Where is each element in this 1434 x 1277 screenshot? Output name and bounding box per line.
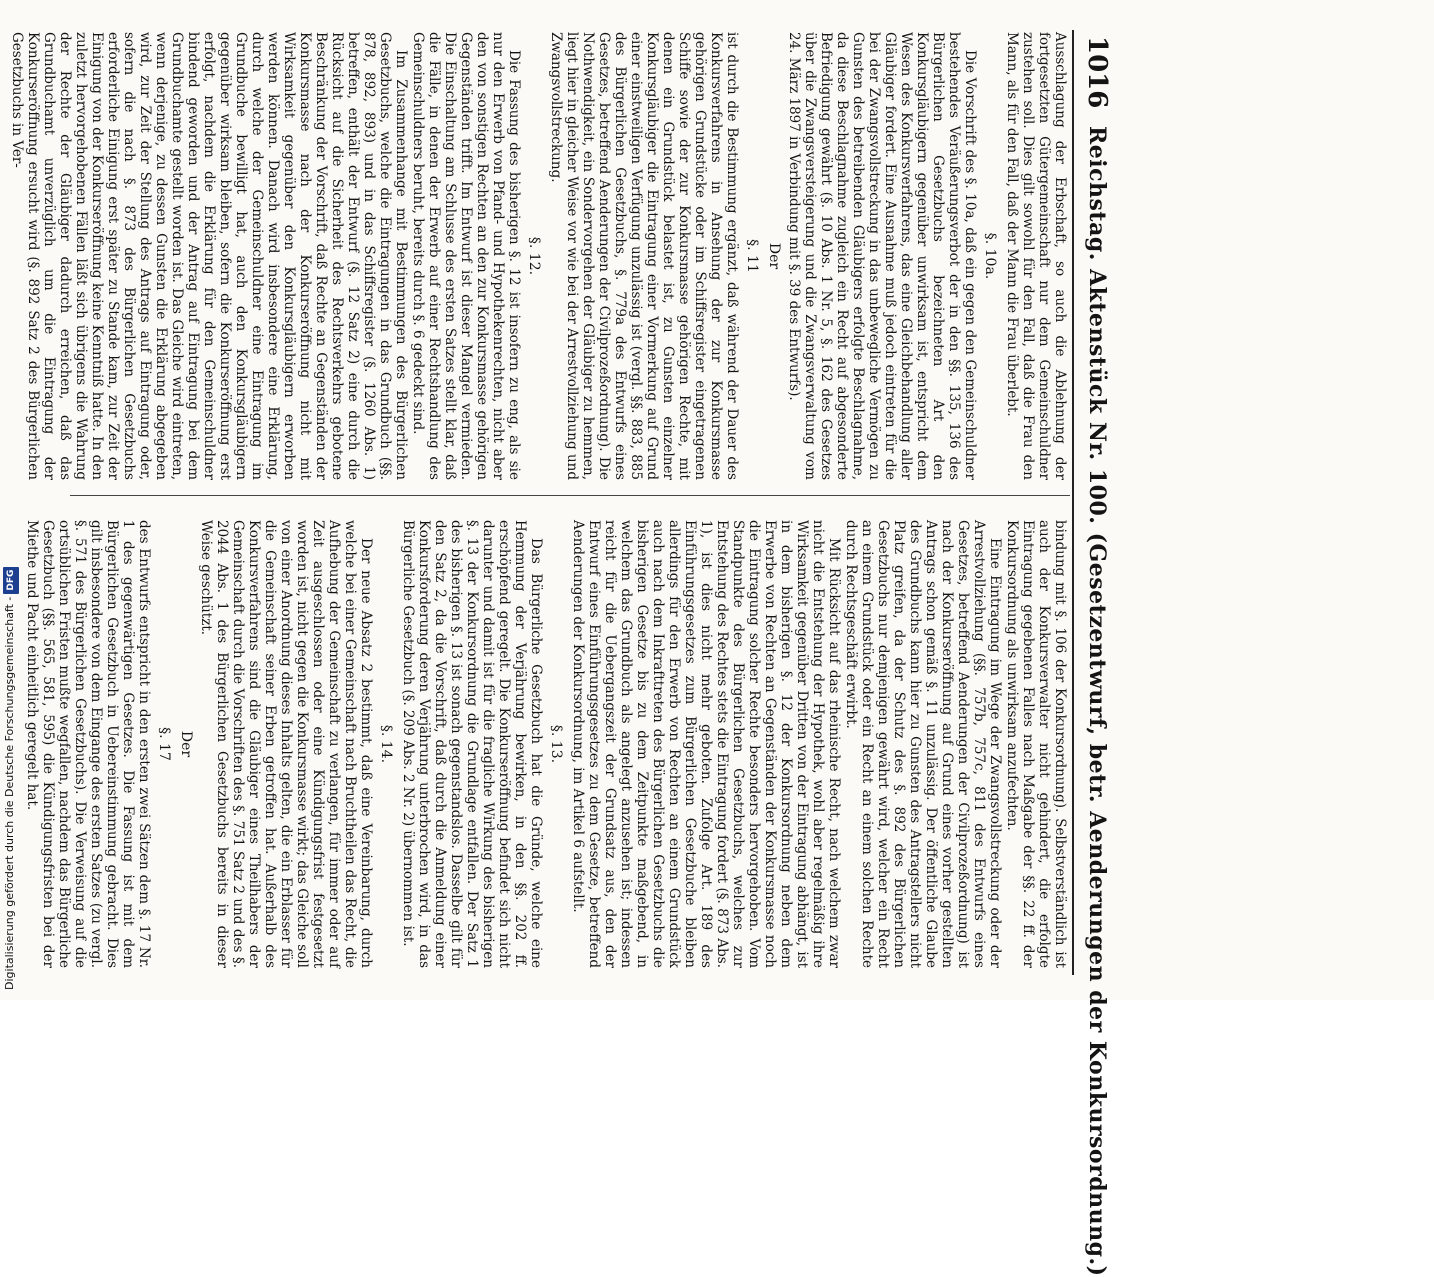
paragraph: Die Vorschrift des §. 10a, daß ein gegen den Gemeinschuldner bestehendes Veräußerungsverbot der in den §§. 135, 136 des Bürgerlichen Gesetzbuchs bezeichneten Art den Konkursgläubigern gegenüber unwirksam ist, entspricht dem Wesen des Konkursverfahrens, das eine Gleichbehandlung aller Gläubiger fordert. Eine Ausnahme muß jedoch eintreten für die bei der Zwangsvollstreckung in das unbewegliche Vermögen zu Gunsten des betreibenden Gläubigers erfolgte Beschlagnahme, da diese Beschlagnahme zugleich ein Recht auf abgesonderte Befriedigung gewährt (§. 10 Abs. 1 Nr. 5, §. 162 des Gesetzes über die Zwangsversteigerung und die Zwangsverwaltung vom 24. März 1897 in Verbindung mit §. 39 des Entwurfs).: [786, 32, 978, 480]
dfg-logo: DFG: [3, 567, 19, 594]
header-rule: [1072, 30, 1074, 975]
section-lead-word: Der: [766, 242, 782, 270]
section-lead-word: Der: [178, 730, 194, 758]
section-heading: §. 10a.: [982, 232, 998, 280]
digitization-note: [2, 0, 19, 990]
section-heading: §. 17: [156, 727, 172, 761]
section-heading: §. 13.: [548, 724, 564, 764]
left-column: [8, 32, 1068, 480]
paragraph: Ausschlagung der Erbschaft, so auch die Ablehnung der fortgesetzten Gütergemeinschaft nur dem Gemeinschuldner zustehen soll. Dies gilt sowohl für den Fall, daß die Frau den Mann, als für den Fall, daß der Mann die Frau überlebt.: [1004, 32, 1068, 480]
digitization-gutter: [0, 0, 22, 1000]
paragraph: Das Bürgerliche Gesetzbuch hat die Gründe, welche eine Hemmung der Verjährung bewirken, in den §§. 202 ff. erschöpfend geregelt. Die Konkurseröffnung befindet sich nicht darunter und damit ist für die fragliche Wirkung des bisherigen §. 13 der Konkursordnung die Grundlage entfallen. Der Satz 1 des bisherigen §. 13 ist sonach gegenstandslos. Dasselbe gilt für den Satz 2, da die Vorschrift, daß durch die Anmeldung einer Konkursforderung deren Verjährung unterbrochen wird, in das Bürgerliche Gesetzbuch (§. 209 Abs. 2 Nr. 2) übernommen ist.: [400, 520, 544, 968]
paragraph: Der neue Absatz 2 bestimmt, daß eine Vereinbarung, durch welche bei einer Gemeinschaft nach Bruchtheilen das Recht, die Aufhebung der Gemeinschaft zu verlangen, für immer oder auf Zeit ausgeschlossen oder eine Kündigungsfrist festgesetzt worden ist, nicht gegen die Konkursmasse wirkt; das Gleiche soll von einer Anordnung dieses Inhalts gelten, die ein Erblasser für die Gemeinschaft seiner Erben getroffen hat. Außerhalb des Konkursverfahrens sind die Gläubiger eines Theilhabers der Gemeinschaft durch die Vorschriften des §. 751 Satz 2 und des §. 2044 Abs. 1 des Bürgerlichen Gesetzbuchs bereits in dieser Weise geschützt.: [198, 520, 374, 968]
paragraph: Eine Eintragung im Wege der Zwangsvollstreckung oder der Arrestvollziehung (§§. 757b, 757c, 811 des Entwurfs eines Gesetzes, betreffend Aenderungen der Civilprozeßordnung) ist nach der Konkurseröffnung auf Grund eines vorher gestellten Antrags schon gemäß §. 11 unzulässig. Der öffentliche Glaube des Grundbuchs kann hier zu Gunsten des Antragstellers nicht Platz greifen, da der Schutz des §. 892 des Bürgerlichen Gesetzbuchs nur demjenigen gewährt wird, welcher ein Recht an einem Grundstück oder ein Recht an einem solchen Rechte durch Rechtsgeschäft erwirbt.: [843, 520, 1003, 968]
column-divider: [70, 495, 1070, 496]
paragraph: Im Zusammenhange mit Bestimmungen des Bürgerlichen Gesetzbuchs, welche die Eintragungen in das Grundbuch (§§. 878, 892, 893) und in das Schiffsregister (§. 1260 Abs. 1) betreffen, enthält der Entwurf (§. 12 Satz 2) eine durch die Rücksicht auf die Sicherheit des Rechtsverkehrs gebotene Beschränkung der Vorschrift, daß Rechte an Gegenständen der Konkursmasse nach der Konkurseröffnung nicht mit Wirksamkeit gegenüber den Konkursgläubigern erworben werden können. Danach wird insbesondere eine Erklärung, durch welche der Gemeinschuldner eine Eintragung im Grundbuche bewilligt hat, auch den Konkursgläubigern gegenüber wirksam bleiben, sofern die Konkurseröffnung erst erfolgt, nachdem die Erklärung für den Gemeinschuldner bindend geworden und der Antrag auf Eintragung bei dem Grundbuchamte gestellt worden ist. Das Gleiche wird eintreten, wenn derjenige, zu dessen Gunsten die Erklärung abgegeben wird, zur Zeit der Stellung des Antrags auf Eintragung oder, sofern die nach §. 873 des Bürgerlichen Gesetzbuchs erforderliche Einigung erst später zu Stande kam, zur Zeit der Einigung von der Konkurseröffnung keine Kenntniß hatte. In den zuletzt hervorgehobenen Fällen läßt sich übrigens die Wahrung der Rechte der Gläubiger dadurch erreichen, daß das Grundbuchamt unverzüglich um die Eintragung der Konkurseröffnung ersucht wird (§. 892 Satz 2 des Bürgerlichen Gesetzbuchs in Ver-: [9, 32, 409, 480]
page-number: 1016: [1082, 36, 1112, 109]
right-column: [23, 520, 1068, 968]
paragraph: Mit Rücksicht auf das rheinische Recht, nach welchem zwar nicht die Entstehung der Hypothek, wohl aber regelmäßig ihre Wirksamkeit gegenüber Dritten von der Eintragung abhängt, ist in dem bisherigen §. 12 der Konkursordnung neben dem Erwerbe von Rechten an Gegenständen der Konkursmasse noch die Eintragung solcher Rechte besonders hervorgehoben. Vom Standpunkte des Bürgerlichen Gesetzbuchs, welches zur Entstehung des Rechtes stets die Eintragung fordert (§. 873 Abs. 1), ist dies nicht mehr geboten. Zufolge Art. 189 des Einführungsgesetzes zum Bürgerlichen Gesetzbuche bleiben allerdings für den Erwerb von Rechten an einem Grundstück auch nach dem Inkrafttreten des Bürgerlichen Gesetzbuchs die bisherigen Gesetze bis zu dem Zeitpunkte maßgebend, in welchem das Grundbuch als angelegt anzusehen ist; indessen reicht für die Uebergangszeit der Grundsatz aus, den der Entwurf eines Einführungsgesetzes zu dem Gesetze, betreffend Aenderungen der Konkursordnung, im Artikel 6 aufstellt.: [570, 520, 842, 968]
section-heading: §. 12.: [526, 236, 542, 276]
paragraph: Die Fassung des bisherigen §. 12 ist insofern zu eng, als sie nur den Erwerb von Pfand- und Hypothekenrechten, nicht aber den von sonstigen Rechten an den zur Konkursmasse gehörigen Gegenständen trifft. Im Entwurf ist dieser Mangel vermieden. Die Einschaltung am Schlusse des ersten Satzes stellt klar, daß die Fälle, in denen der Erwerb auf einer Rechtshandlung des Gemeinschuldners beruht, bereits durch §. 6 gedeckt sind.: [410, 32, 522, 480]
running-head: Reichstag. Aktenstück Nr. 100. (Gesetzentwurf, betr. Aenderungen der Konkursordnung.): [1084, 126, 1110, 1277]
paragraph: ist durch die Bestimmung ergänzt, daß während der Dauer des Konkursverfahrens in Ansehung der zur Konkursmasse gehörigen Grundstücke oder im Schiffsregister eingetragenen Schiffe sowie der zur Konkursmasse gehörigen Rechte, mit denen ein Grundstück belastet ist, zu Gunsten einzelner Konkursgläubiger die Eintragung einer Vormerkung auf Grund einer einstweiligen Verfügung unzulässig ist (vergl. §§. 883, 885 des Bürgerlichen Gesetzbuchs, §. 779a des Entwurfs eines Gesetzes, betreffend Aenderungen der Civilprozeßordnung). Die Nothwendigkeit, ein Sondervorgehen der Gläubiger zu hemmen, liegt hier in gleicher Weise vor wie bei der Arrestvollziehung und Zwangsvollstreckung.: [548, 32, 740, 480]
paragraph: bindung mit §. 106 der Konkursordnung). Selbstverständlich ist auch der Konkursverwalter nicht gehindert, die erfolgte Eintragung gegebenen Falles nach Maßgabe der §§. 22 ff. der Konkursordnung als unwirksam anzufechten.: [1004, 520, 1068, 968]
page-header: [1072, 36, 1112, 1277]
paragraph: des Entwurfs entspricht in den ersten zwei Sätzen dem §. 17 Nr. 1 des gegenwärtigen Gesetzes. Die Fassung ist mit dem Bürgerlichen Gesetzbuch in Uebereinstimmung gebracht. Dies gilt insbesondere von dem Eingange des ersten Satzes (zu vergl. §. 571 des Bürgerlichen Gesetzbuchs). Die Verweisung auf die ortsüblichen Fristen mußte wegfallen, nachdem das Bürgerliche Gesetzbuch (§§. 565, 581, 595) die Kündigungsfristen bei der Miethe und Pacht einheitlich geregelt hat.: [24, 520, 152, 968]
section-heading: §. 14.: [378, 724, 394, 764]
digitization-text: Digitalisierung gefördert durch die Deutsche Forschungsgemeinschaft -: [3, 596, 16, 990]
section-heading: §. 11: [744, 239, 760, 273]
